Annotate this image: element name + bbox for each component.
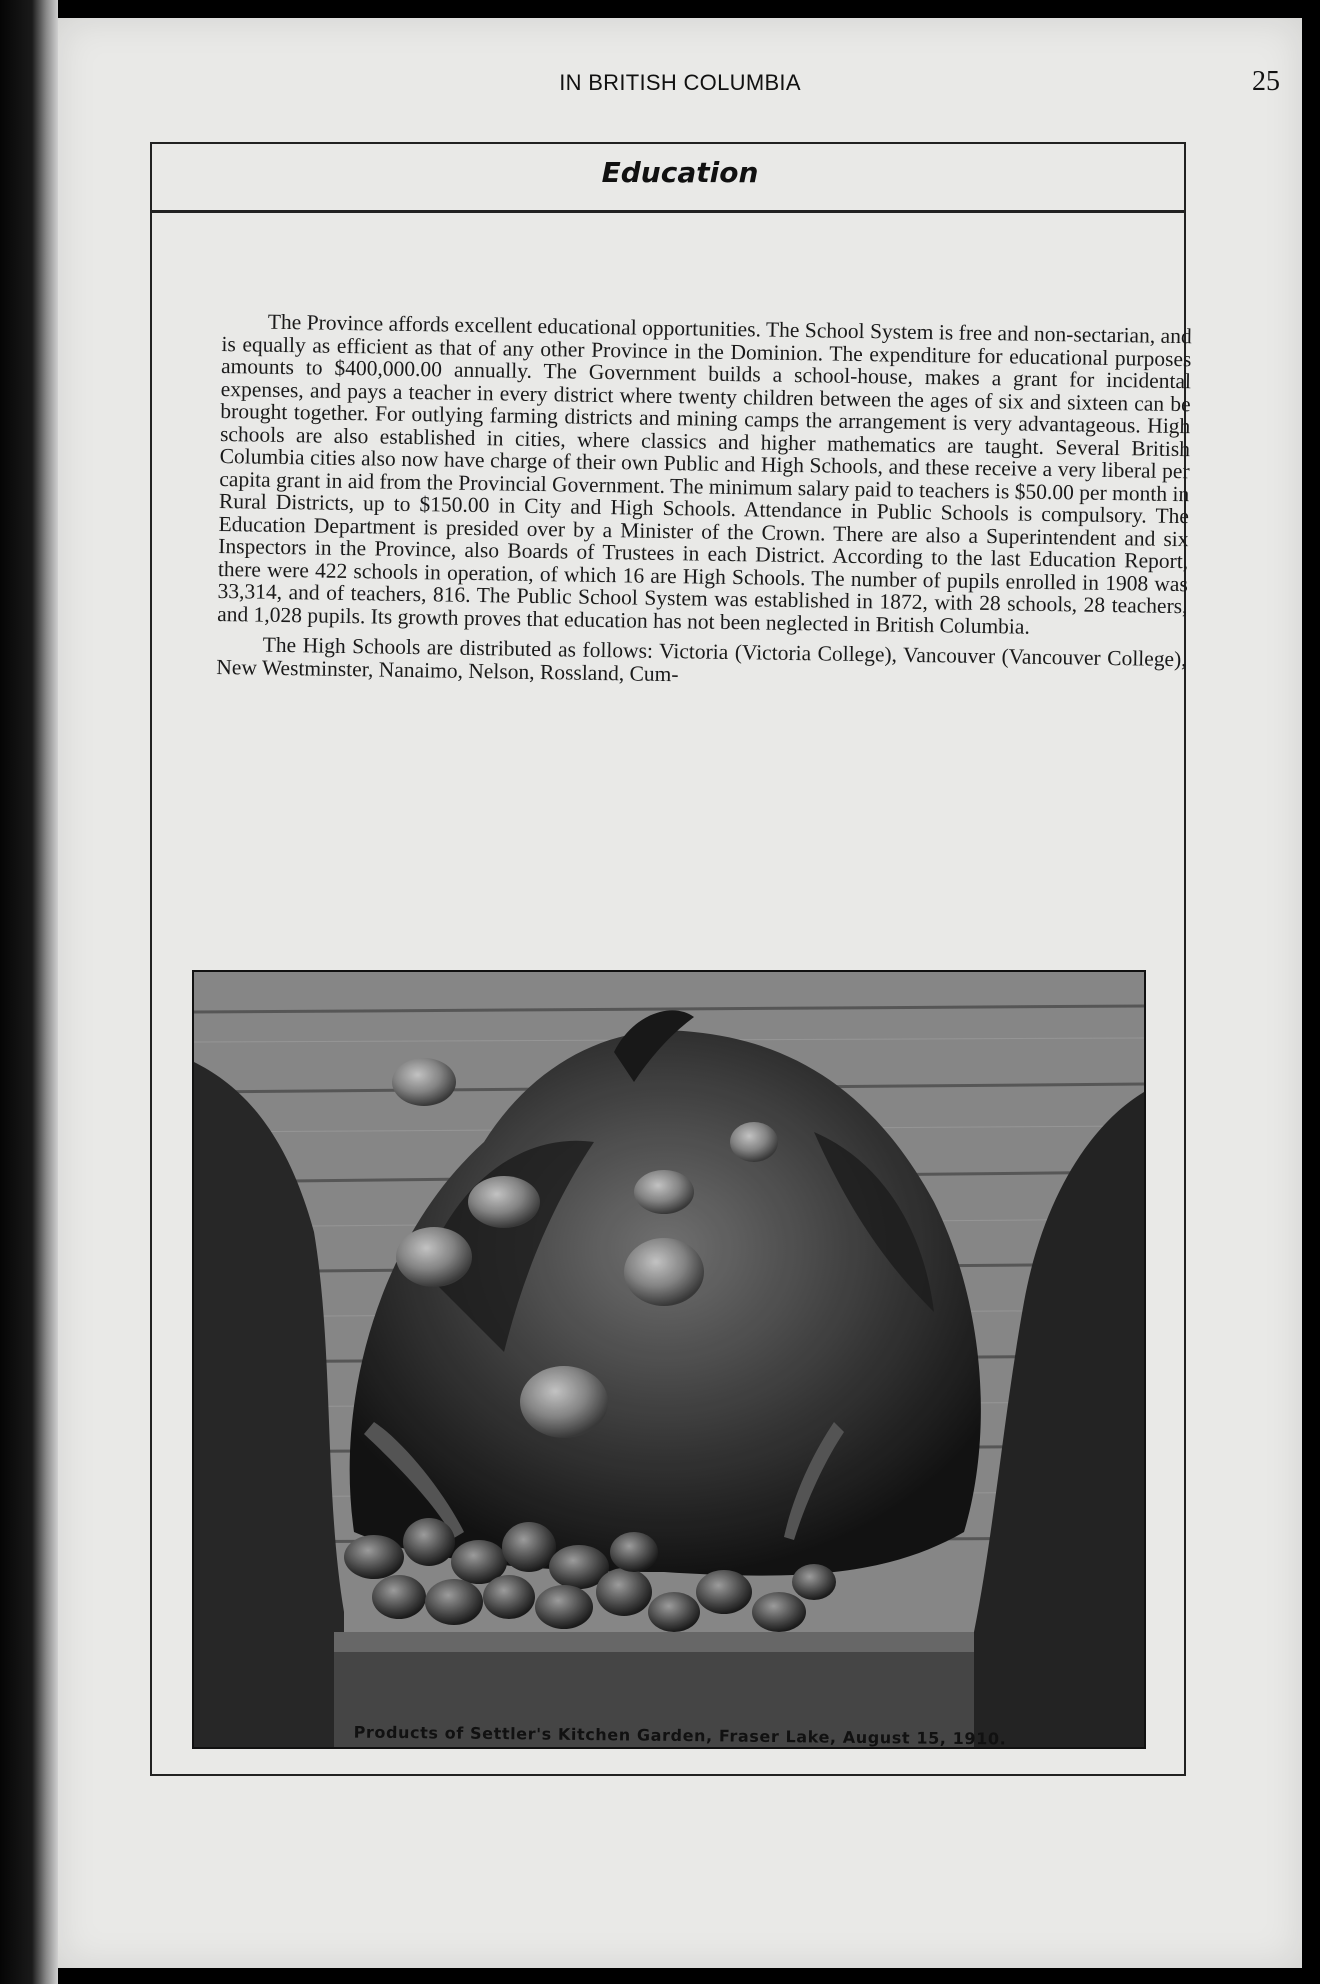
garden-photo xyxy=(192,970,1146,1749)
book-page xyxy=(58,18,1302,1968)
photo-caption: Products of Settler's Kitchen Garden, Fraser Lake, August 15, 1910. xyxy=(353,1722,1007,1749)
paragraph: The Province affords excellent educational opportunities. The School System is free and non-sectarian, and is equally as efficient as that of any other Province in the Dominion. The expenditure for educational purposes amounts to $400,000.00 annually. The Government builds a school-house, makes a grant for incidental expenses, and pays a teacher in every district where twenty children between the ages of six and sixteen can be brought together. For outlying farming districts and mining camps the arrangement is very advantageous. High schools are also established in cities, where classics and higher mathematics are taught. Several British Columbia cities also now have charge of their own Public and High Schools, and these receive a very liberal per capita grant in aid from the Provincial Government. The minimum salary paid to teachers is $50.00 per month in Rural Districts, up to $150.00 in City and High Schools. Attendance in Public Schools is compulsory. The Education Department is presided over by a Minister of the Crown. There are also a Superintendent and six Inspectors in the Province, also Boards of Trustees in each District. According to the last Education Report, there were 422 schools in operation, of which 16 are High Schools. The number of pupils enrolled in 1908 was 33,314, and of teachers, 816. The Public School System was established in 1872, with 28 schools, 28 teachers, and 1,028 pupils. Its growth proves that education has not been neglected in British Columbia. xyxy=(217,309,1192,639)
page-number: 25 xyxy=(1252,66,1280,97)
paragraph: The High Schools are distributed as follows: Victoria (Victoria College), Vancouver (Vancouver College), New Westminster, Nanaimo, Nelson, Rossland, Cum- xyxy=(216,632,1187,686)
running-head: IN BRITISH COLUMBIA xyxy=(559,70,801,95)
book-spine xyxy=(0,0,58,1984)
section-title: Education xyxy=(601,156,759,189)
body-text xyxy=(216,310,1192,701)
garden-photo-image xyxy=(194,972,1144,1747)
